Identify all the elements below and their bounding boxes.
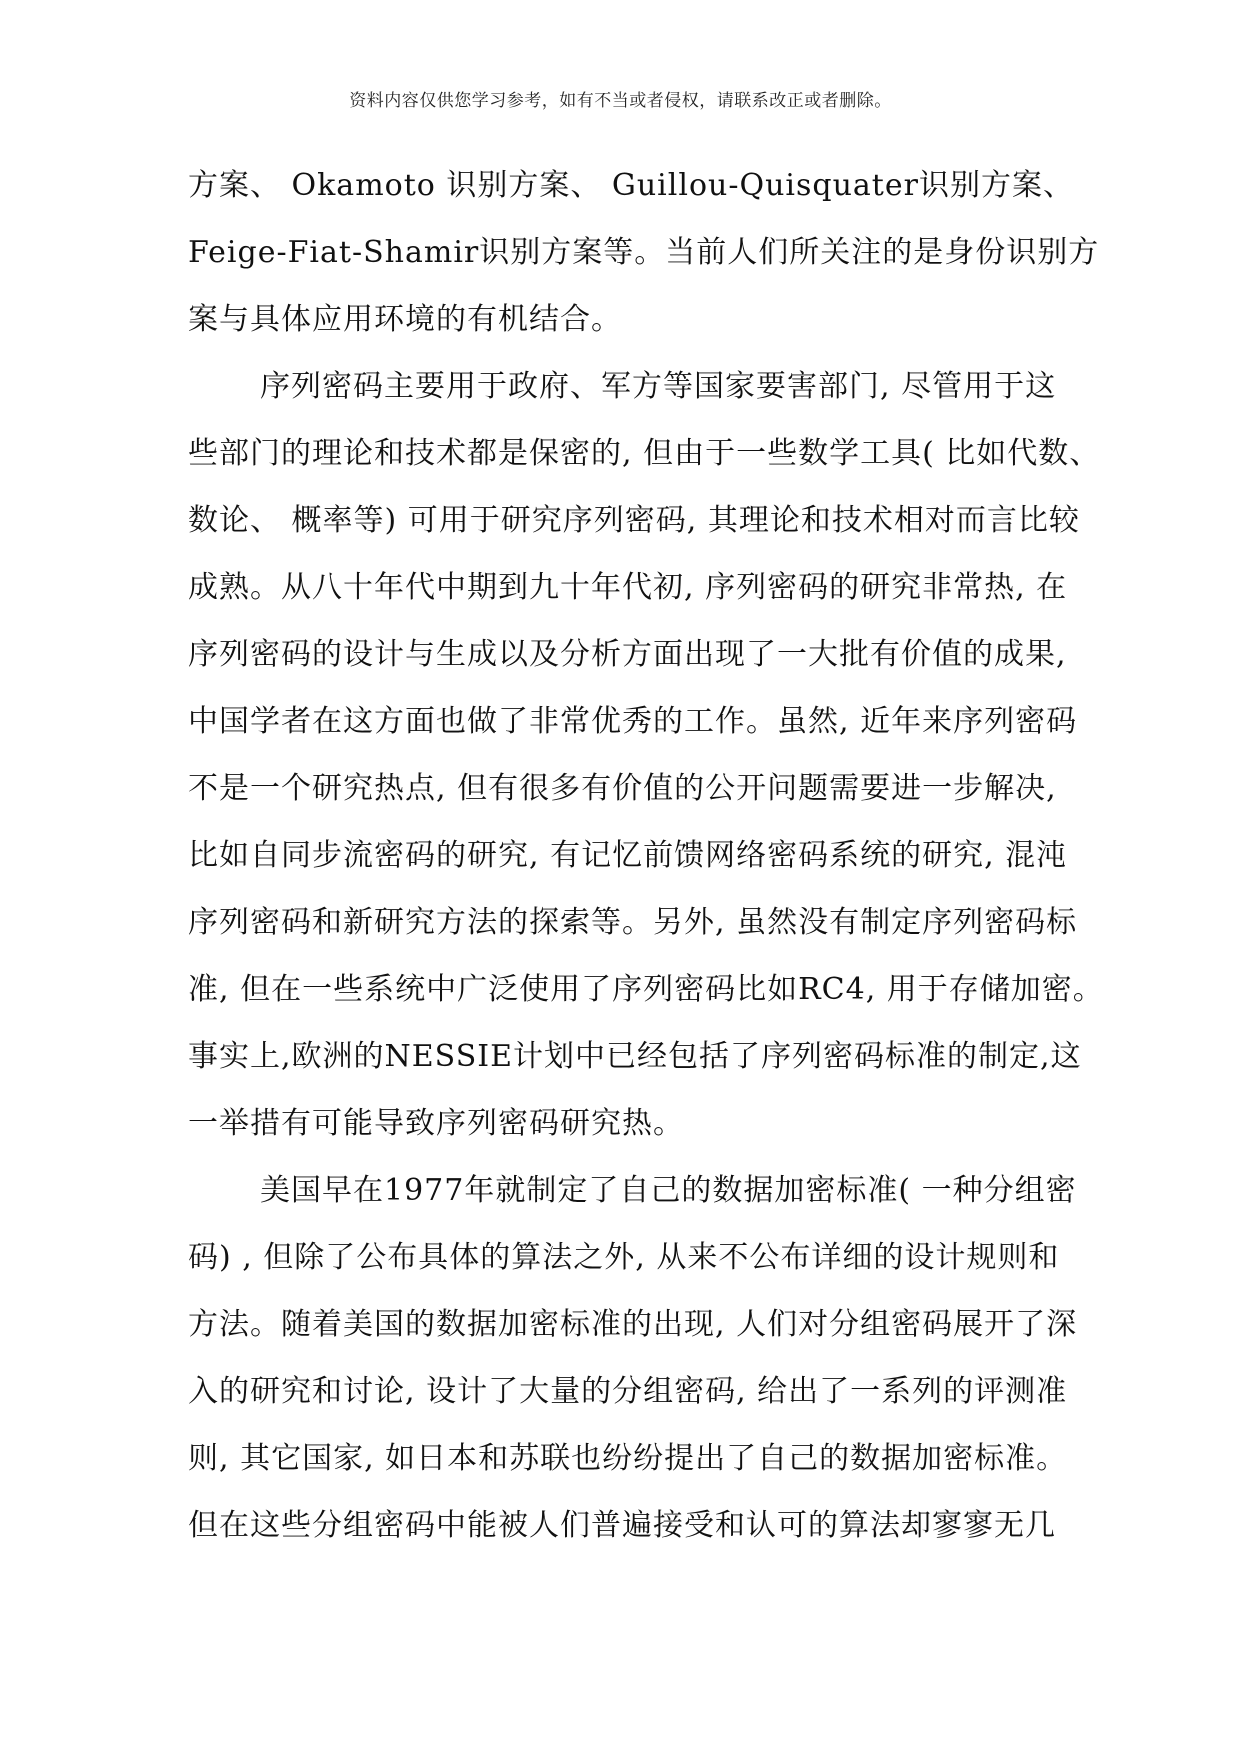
text-line: 序列密码和新研究方法的探索等。另外, 虽然没有制定序列密码标 [188, 905, 1078, 940]
document-body [188, 152, 1104, 1559]
text-line: 序列密码的设计与生成以及分析方面出现了一大批有价值的成果, [188, 637, 1067, 672]
paragraph-start-line: 美国早在1977年就制定了自己的数据加密标准( 一种分组密 [260, 1173, 1077, 1208]
text-line: 事实上,欧洲的NESSIE计划中已经包括了序列密码标准的制定,这 [188, 1039, 1082, 1074]
text-line: Feige-Fiat-Shamir识别方案等。当前人们所关注的是身份识别方 [188, 235, 1100, 270]
text-line: 案与具体应用环境的有机结合。 [188, 302, 622, 337]
text-line: 码) , 但除了公布具体的算法之外, 从来不公布详细的设计规则和 [188, 1240, 1060, 1275]
paragraph-start-line: 序列密码主要用于政府、军方等国家要害部门, 尽管用于这 [260, 369, 1057, 404]
text-line: 中国学者在这方面也做了非常优秀的工作。虽然, 近年来序列密码 [188, 704, 1078, 739]
text-line: 但在这些分组密码中能被人们普遍接受和认可的算法却寥寥无几 [188, 1508, 1056, 1543]
text-line: 比如自同步流密码的研究, 有记忆前馈网络密码系统的研究, 混沌 [188, 838, 1068, 873]
text-line: 不是一个研究热点, 但有很多有价值的公开问题需要进一步解决, [188, 771, 1057, 806]
text-line: 则, 其它国家, 如日本和苏联也纷纷提出了自己的数据加密标准。 [188, 1441, 1068, 1476]
text-line: 方案、 Okamoto 识别方案、 Guillou-Quisquater识别方案、 [188, 168, 1074, 203]
text-line: 方法。随着美国的数据加密标准的出现, 人们对分组密码展开了深 [188, 1307, 1078, 1342]
disclaimer-header: 资料内容仅供您学习参考，如有不当或者侵权，请联系改正或者删除。 [349, 91, 892, 111]
text-line: 些部门的理论和技术都是保密的, 但由于一些数学工具( 比如代数、 [188, 436, 1101, 471]
text-line: 一举措有可能导致序列密码研究热。 [188, 1106, 684, 1141]
text-line: 准, 但在一些系统中广泛使用了序列密码比如RC4, 用于存储加密。 [188, 972, 1104, 1007]
text-line: 数论、 概率等) 可用于研究序列密码, 其理论和技术相对而言比较 [188, 503, 1080, 538]
text-line: 入的研究和讨论, 设计了大量的分组密码, 给出了一系列的评测准 [188, 1374, 1068, 1409]
text-line: 成熟。从八十年代中期到九十年代初, 序列密码的研究非常热, 在 [188, 570, 1068, 605]
